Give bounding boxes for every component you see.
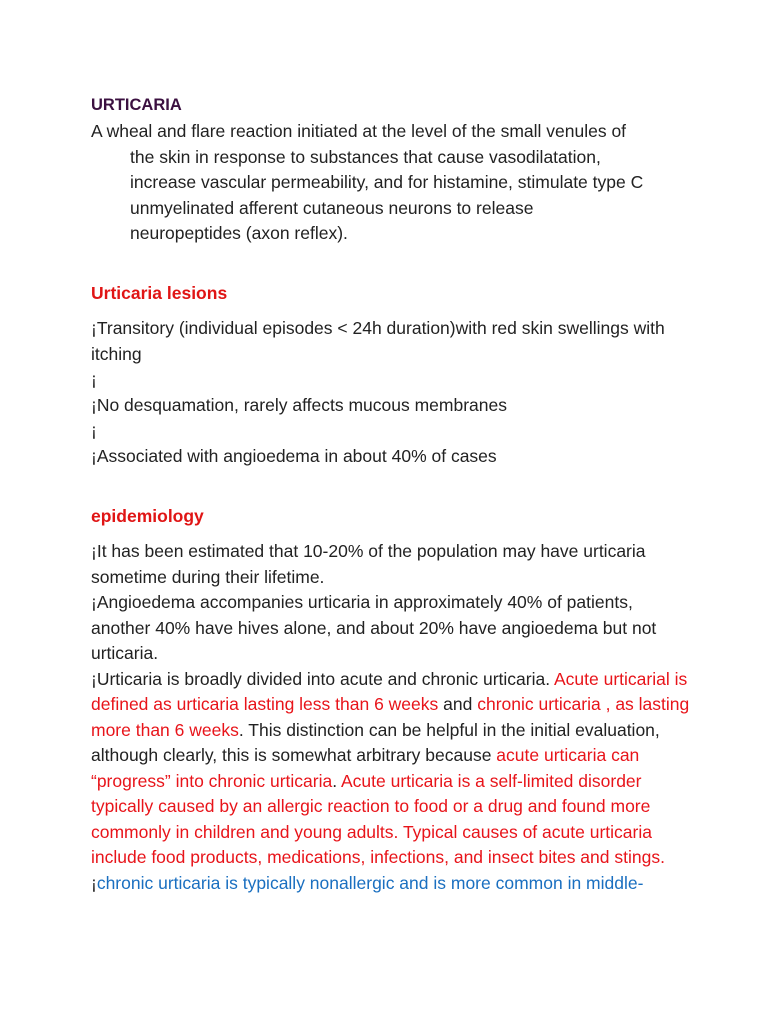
paragraph: ¡It has been estimated that 10-20% of the population may have urticaria sometime during their lifetime. bbox=[91, 541, 646, 587]
page-title: URTICARIA bbox=[91, 96, 182, 114]
empty-bullet-line bbox=[91, 367, 681, 393]
paragraph bbox=[91, 871, 691, 897]
bullet-icon: ¡ bbox=[91, 318, 97, 338]
bullet-icon: ¡ bbox=[91, 592, 97, 612]
epidemiology-heading: epidemiology bbox=[91, 506, 204, 526]
highlight-text: Acute urticaria is a self-limited disorder typically caused by an allergic reaction to food or a drug and found more commonly in children and young adults. Typical causes of acute urticaria include food products, medications, infections, and insect bites and stings. bbox=[91, 770, 665, 867]
paragraph: ¡Urticaria is broadly divided into acute and chronic urticaria. Acute urticarial is defined as urticaria lasting less than 6 weeks and chronic urticaria , as lasting more than 6 weeks. This distinction can be helpful in the initial evaluation, although clearly, this is somewhat arbitrary because acute urticaria can “progress” into chronic urticaria. Acute urticaria is a self-limited disorder typically caused by an allergic reaction to food or a drug and found more commonly in children and young adults. Typical causes of acute urticaria include food products, medications, infections, and insect bites and stings. bbox=[91, 668, 690, 867]
definition-line: unmyelinated afferent cutaneous neurons to release bbox=[130, 197, 534, 218]
list-item: ¡Associated with angioedema in about 40% of cases bbox=[91, 445, 497, 466]
definition-line: increase vascular permeability, and for histamine, stimulate type C bbox=[130, 172, 644, 192]
list-item: ¡Transitory (individual episodes < 24h duration)with red skin swellings with itching bbox=[91, 318, 665, 364]
lesions-heading: Urticaria lesions bbox=[91, 283, 228, 303]
empty-bullet-line bbox=[91, 418, 681, 444]
bullet-icon: ¡ bbox=[91, 420, 97, 440]
list-item: ¡No desquamation, rarely affects mucous membranes bbox=[91, 394, 507, 415]
definition-line: the skin in response to substances that cause vasodilatation, bbox=[130, 146, 601, 167]
bullet-icon: ¡ bbox=[91, 541, 97, 561]
highlight-text: chronic urticaria , as lasting more than 6 weeks bbox=[91, 694, 690, 740]
epidemiology-section bbox=[91, 539, 691, 896]
highlight-text: Acute urticarial is defined as urticaria lasting less than 6 weeks bbox=[91, 668, 688, 714]
bullet-icon: ¡ bbox=[91, 445, 97, 466]
paragraph: ¡Angioedema accompanies urticaria in approximately 40% of patients, another 40% have hives alone, and about 20% have angioedema but not urticaria. bbox=[91, 592, 657, 663]
bullet-icon: ¡ bbox=[91, 668, 97, 689]
bullet-icon: ¡ bbox=[91, 369, 97, 389]
highlight-text: acute urticaria can “progress” into chronic urticaria bbox=[91, 745, 640, 791]
bullet-icon: ¡ bbox=[91, 872, 97, 893]
definition-paragraph bbox=[91, 119, 691, 247]
lesions-list bbox=[91, 316, 681, 469]
bullet-icon: ¡ bbox=[91, 394, 97, 415]
blue-text: chronic urticaria is typically nonallergic and is more common in middle- bbox=[96, 872, 644, 893]
definition-line: neuropeptides (axon reflex). bbox=[130, 223, 348, 243]
definition-line: A wheal and flare reaction initiated at the level of the small venules of bbox=[91, 121, 627, 141]
